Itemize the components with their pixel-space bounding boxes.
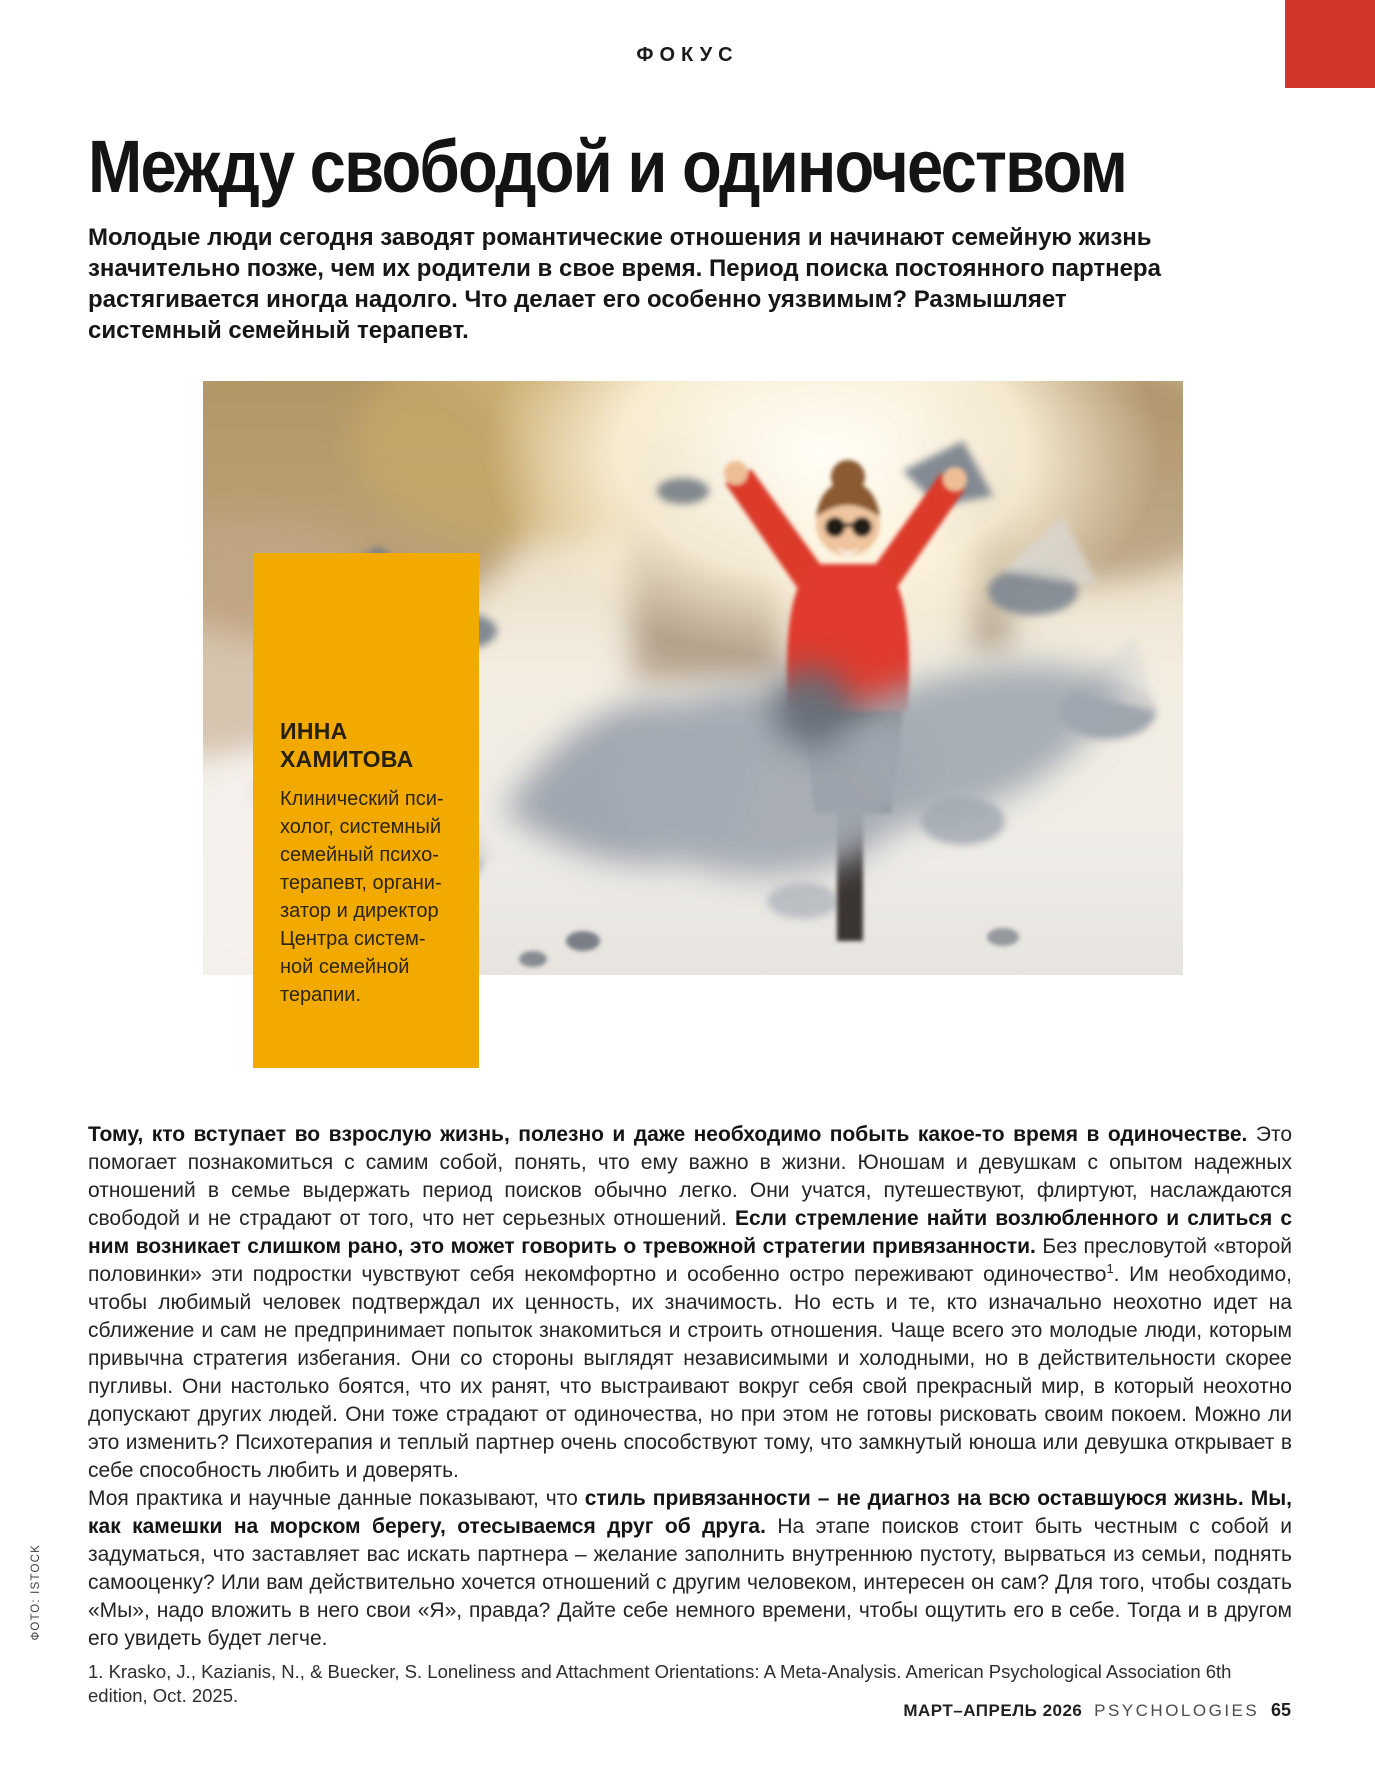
body-run: . Им необходимо, чтобы любимый человек подтверждал их ценность, их значимость. Но есть и те, кто изначально неохотно идет на сближение и сам не предпринимает попыток знакомиться и строить отношения. Чаще всего это молодые люди, которым привычна стратегия избегания. Они со стороны выглядят независимыми и холодными, но в действительности скорее пугливы. Они настолько боятся, что их ранят, что выстраивают вокруг себя свой прекрасный мир, в который неохотно допускают других людей. Они тоже страдают от одиночества, но при этом не готовы рисковать своим покоем. Можно ли это изменить? Психотерапия и теплый партнер очень способствуют тому, что замкнутый юноша или девушка открывает в себе способность любить и доверять. xyxy=(88,1263,1292,1482)
section-label: ФОКУС xyxy=(636,44,739,66)
expert-card xyxy=(253,553,479,1068)
bold-lead-run: Тому, кто вступает во взрослую жизнь, полезно и даже необходимо побыть какое-то время в одиночестве. xyxy=(88,1123,1256,1146)
article-title: Между свободой и одиночеством xyxy=(88,125,1127,208)
expert-name xyxy=(280,717,461,773)
expert-bio-line: терапевт, органи- xyxy=(280,872,442,894)
footnote: 1. Krasko, J., Kazianis, N., & Buecker, S. Loneliness and Attachment Orientations: A Meta-Analysis. American Psychological Association 6th edition, Oct. 2025. xyxy=(88,1661,1232,1706)
bold-run: стиль привязанности – не диагноз на всю оставшуюся жизнь. Мы, как камешки на морском берегу, отесываемся друг об друга. xyxy=(88,1487,1292,1538)
photo-credit: ФОТО: ISTOCK xyxy=(30,1544,42,1641)
footer-page-number: 65 xyxy=(1270,1700,1291,1720)
article-standfirst: Молодые люди сегодня заводят романтические отношения и начинают семейную жизнь значительно позже, чем их родители в свое время. Период поиска постоянного партнера растягивается иногда надолго. Что делает его особенно уязвимым? Размышляет системный семейный терапевт. xyxy=(88,224,1161,344)
expert-bio-line: ной семейной xyxy=(280,956,410,978)
article-paragraph xyxy=(88,1485,1292,1653)
expert-bio-line: затор и директор xyxy=(280,900,439,922)
body-run: Без пресловутой «второй половинки» эти подростки чувствуют себя некомфортно и особенно остро переживают одиночество xyxy=(88,1235,1292,1286)
expert-name-line: ХАМИТОВА xyxy=(280,746,414,772)
expert-bio-line: Клинический пси- xyxy=(280,788,444,810)
footer-issue-date: МАРТ–АПРЕЛЬ 2026 xyxy=(903,1701,1083,1720)
expert-name-line: ИННА xyxy=(280,718,348,744)
body-run: Это помогает познакомиться с самим собой, понять, что ему важно в жизни. Юношам и девушкам с опытом надежных отношений в семье выдержать период поисков обычно легко. Они учатся, путешествуют, флиртуют, наслаждаются свободой и не страдают от того, что нет серьезных отношений. xyxy=(88,1123,1292,1230)
body-run: На этапе поисков стоит быть честным с собой и задуматься, что заставляет вас искать партнера – желание заполнить внутреннюю пустоту, вырваться из семьи, поднять самооценку? Или вам действительно хочется отношений с другим человеком, интересен он сам? Для того, чтобы создать «Мы», надо вложить в него свои «Я», правда? Дайте себе немного времени, чтобы ощутить его в себе. Тогда и в другом его увидеть будет легче. xyxy=(88,1515,1293,1650)
expert-bio-line: терапии. xyxy=(280,984,362,1006)
expert-bio-line: Центра систем- xyxy=(280,928,426,950)
article-body xyxy=(88,1121,1292,1708)
expert-bio-line: семейный психо- xyxy=(280,844,439,866)
bold-run: Если стремление найти возлюбленного и слиться с ним возникает слишком рано, это может говорить о тревожной стратегии привязанности. xyxy=(88,1207,1293,1258)
body-run: Моя практика и научные данные показывают, что xyxy=(88,1487,585,1510)
expert-bio-line: холог, системный xyxy=(280,816,442,838)
page-footer xyxy=(903,1700,1291,1721)
article-paragraph xyxy=(88,1121,1292,1485)
expert-bio xyxy=(280,785,461,1009)
footnote-reference: 1 xyxy=(1106,1261,1114,1276)
footer-brand: PSYCHOLOGIES xyxy=(1094,1701,1260,1720)
